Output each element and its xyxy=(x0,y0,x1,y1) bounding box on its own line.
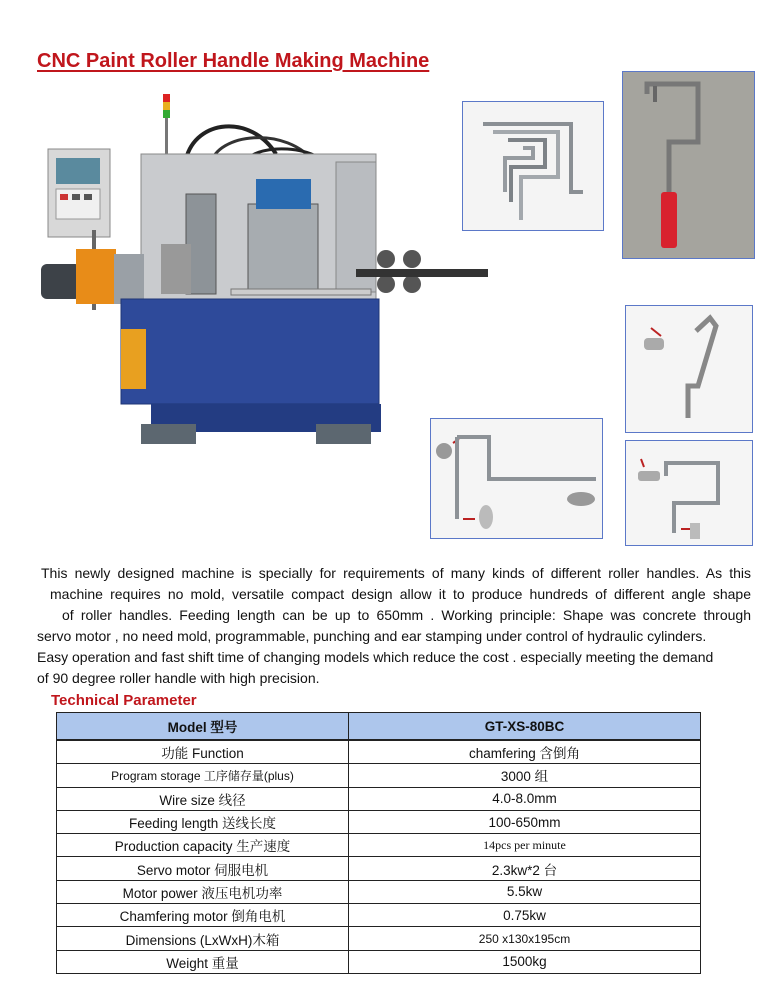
param-value: 14pcs per minute xyxy=(349,834,701,857)
param-value: 0.75kw xyxy=(349,904,701,927)
description-line: servo motor , no need mold, programmable, punching and ear stamping under control of hydraulic cylinders. xyxy=(37,628,707,644)
table-row xyxy=(57,787,701,810)
description-line: of roller handles. Feeding length can be up to 650mm . Working principle: Shape was concrete through xyxy=(62,607,751,623)
bent-wires-image xyxy=(462,101,604,231)
param-name: Motor power 液压电机功率 xyxy=(57,880,349,903)
header-cell: Model 型号 xyxy=(57,713,349,741)
param-value: 4.0-8.0mm xyxy=(349,787,701,810)
page-title: CNC Paint Roller Handle Making Machine xyxy=(37,50,430,72)
handle-chamfer-detail-image xyxy=(625,305,753,433)
table-row xyxy=(57,927,701,950)
table-row xyxy=(57,857,701,880)
param-value: 2.3kw*2 台 xyxy=(349,857,701,880)
handle-ear-detail-image xyxy=(625,440,753,546)
table-row xyxy=(57,764,701,787)
table-row xyxy=(57,834,701,857)
param-name: 功能 Function xyxy=(57,740,349,764)
header-cell: GT-XS-80BC xyxy=(349,713,701,741)
param-name: Feeding length 送线长度 xyxy=(57,810,349,833)
handle-punch-detail-image xyxy=(430,418,603,539)
param-value: 1500kg xyxy=(349,950,701,973)
param-name: Production capacity 生产速度 xyxy=(57,834,349,857)
param-value: 250 x130x195cm xyxy=(349,927,701,950)
section-title: Technical Parameter xyxy=(51,692,197,709)
param-name: Weight 重量 xyxy=(57,950,349,973)
description-line: This newly designed machine is specially for requirements of many kinds of different roller handles. As this xyxy=(41,565,751,581)
red-roller-handle-image xyxy=(622,71,755,259)
param-name: Chamfering motor 倒角电机 xyxy=(57,904,349,927)
table-row xyxy=(57,810,701,833)
description-line: machine requires no mold, versatile compact design allow it to produce hundreds of different angle shape xyxy=(50,586,751,602)
param-name: Servo motor 伺服电机 xyxy=(57,857,349,880)
table-header-row xyxy=(57,713,701,741)
table-row xyxy=(57,880,701,903)
param-value: chamfering 含倒角 xyxy=(349,740,701,764)
param-name: Dimensions (LxWxH)木箱 xyxy=(57,927,349,950)
param-value: 5.5kw xyxy=(349,880,701,903)
technical-parameter-table xyxy=(56,712,701,974)
table-row xyxy=(57,904,701,927)
description-line: of 90 degree roller handle with high precision. xyxy=(37,670,320,686)
description-line: Easy operation and fast shift time of changing models which reduce the cost . especially meeting the demand xyxy=(37,649,714,665)
table-row xyxy=(57,950,701,973)
table-row xyxy=(57,740,701,764)
param-name: Wire size 线径 xyxy=(57,787,349,810)
machine-description xyxy=(37,563,751,689)
param-name: Program storage 工序储存量(plus) xyxy=(57,764,349,787)
machine-photo xyxy=(36,84,488,534)
param-value: 100-650mm xyxy=(349,810,701,833)
param-value: 3000 组 xyxy=(349,764,701,787)
